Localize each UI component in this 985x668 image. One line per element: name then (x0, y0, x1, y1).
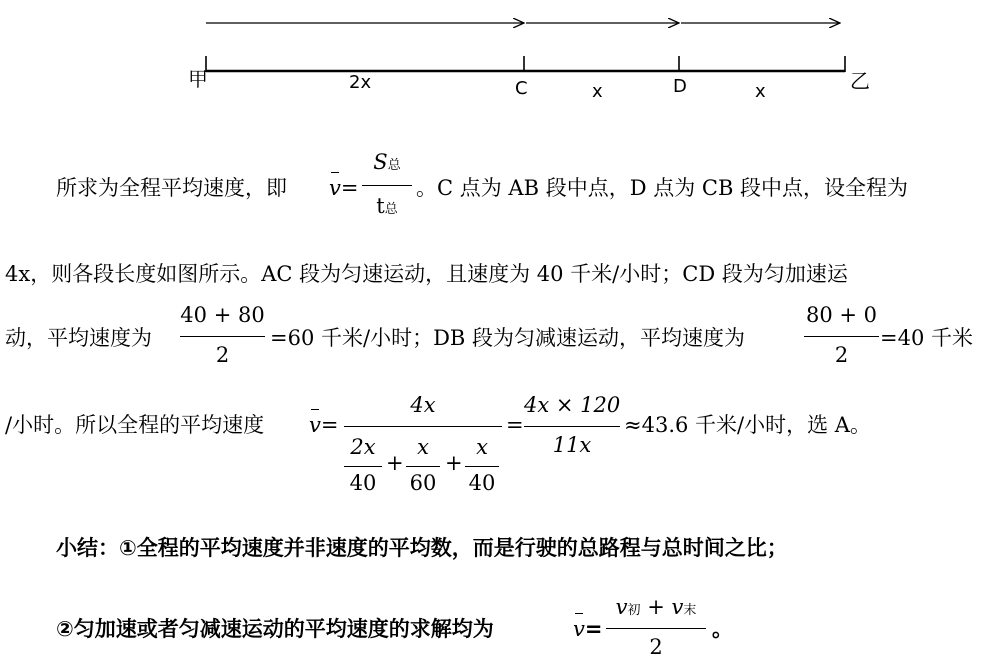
line3-tail (880, 328, 973, 349)
eq-3: = (506, 413, 524, 437)
avg-plus: + (647, 595, 665, 619)
frac-2x-40 (344, 437, 382, 499)
s-total: S (373, 150, 388, 174)
frac-avg-v (606, 597, 706, 663)
f2-den: 60 (409, 471, 437, 495)
para1-tail (416, 178, 908, 199)
line4-lead-text: /小时。所以全程的平均速度 (5, 413, 265, 437)
result-num: 4x × 120 (524, 393, 621, 417)
f1-num: 2x (350, 435, 376, 459)
summary-1-text: 小结：①全程的平均速度并非速度的平均数，而是行驶的总路程与总时间之比； (56, 536, 788, 560)
v-bar-1: v (329, 176, 341, 200)
summary-2-vbar (573, 619, 602, 640)
frac1-den: 2 (215, 343, 230, 367)
frac-s-t-den (362, 196, 412, 217)
avg-num (606, 597, 706, 618)
line4-tail (624, 415, 871, 436)
v-final: v (671, 595, 684, 619)
label-seg-ac: 2x (349, 72, 372, 93)
result-bar (524, 426, 620, 427)
avg-den: 2 (649, 635, 663, 659)
eq-2: = (320, 413, 339, 437)
compound-num: 4x (410, 393, 436, 417)
frac-x-40 (465, 437, 499, 499)
line2-text: 4x，则各段长度如图所示。AC 段为匀速运动，且速度为 40 千米/小时；CD 段为匀加速运 (5, 262, 848, 286)
frac-s-t-bar (362, 185, 412, 186)
line4-tail-text: ≈43.6 千米/小时，选 A。 (624, 413, 871, 437)
summary-2-tail-text: 。 (712, 617, 733, 641)
line3-mid-text: =60 千米/小时；DB 段为匀减速运动，平均速度为 (270, 326, 746, 350)
line2 (5, 264, 848, 285)
plus-1: + (386, 451, 404, 475)
segment-diagram (0, 0, 985, 130)
frac1-num: 40 + 80 (180, 303, 265, 327)
t-total: t (376, 194, 385, 218)
frac-x-60 (406, 437, 440, 499)
label-seg-cd: x (592, 81, 603, 102)
label-end: 乙 (850, 69, 870, 93)
label-c: C (515, 78, 528, 99)
f3-num: x (476, 435, 488, 459)
frac-40-80 (180, 305, 265, 373)
para1-tail-text: 。C 点为 AB 段中点，D 点为 CB 段中点，设全程为 (416, 176, 909, 200)
compound-bar (344, 426, 502, 427)
v-final-sub: 末 (683, 603, 697, 618)
f1-bar (344, 466, 382, 467)
label-start: 甲 (188, 67, 208, 91)
para1-lead-text: 所求为全程平均速度，即 (56, 176, 287, 200)
avg-bar (606, 628, 706, 629)
f2-bar (406, 466, 440, 467)
summary-2-lead-text: ②匀加速或者匀减速运动的平均速度的求解均为 (56, 617, 494, 641)
label-seg-db: x (755, 81, 766, 102)
line3-tail-text: =40 千米 (880, 326, 973, 350)
line3-mid (270, 328, 745, 349)
f2-num: x (417, 435, 429, 459)
plus-2: + (445, 451, 463, 475)
frac-s-t-num (362, 152, 412, 173)
f1-den: 40 (349, 471, 377, 495)
result-den: 11x (552, 433, 592, 457)
summary-1 (56, 538, 788, 559)
frac-result (524, 395, 620, 465)
frac1-bar (180, 336, 265, 337)
line4-vbar (309, 415, 338, 436)
label-d: D (673, 76, 687, 97)
frac-s-t (362, 152, 412, 228)
eq-1: = (340, 176, 359, 200)
frac2-bar (804, 336, 879, 337)
line4-lead (5, 415, 264, 436)
f3-bar (465, 466, 499, 467)
t-total-sub: 总 (384, 202, 398, 217)
f3-den: 40 (468, 471, 496, 495)
v-bar-2: v (309, 413, 321, 437)
summary-2-lead (56, 619, 494, 640)
eq-4: = (584, 617, 603, 641)
frac2-den: 2 (834, 343, 849, 367)
summary-2-tail (712, 619, 733, 640)
v-bar-3: v (573, 617, 585, 641)
line3-lead-text: 动，平均速度为 (5, 326, 152, 350)
v-initial-sub: 初 (627, 603, 641, 618)
line3-lead (5, 328, 152, 349)
frac2-num: 80 + 0 (805, 303, 878, 327)
para1-lead (56, 178, 287, 199)
v-initial: v (615, 595, 628, 619)
frac-80-0 (804, 305, 879, 373)
para1-vbar (329, 178, 358, 199)
s-total-sub: 总 (387, 158, 401, 173)
